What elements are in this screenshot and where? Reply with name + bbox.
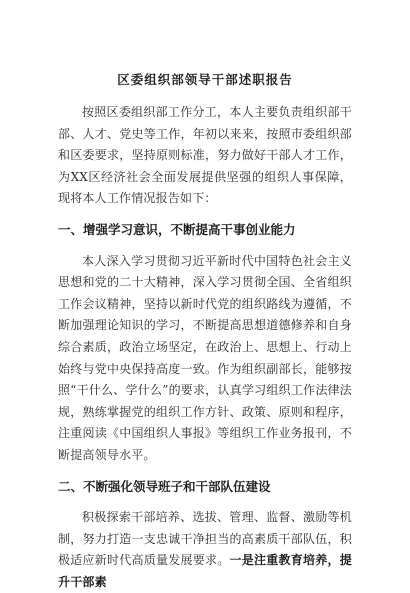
section-2-paragraph — [58, 507, 352, 593]
section-2-text: 积极探索干部培养、选拔、管理、监督、激励等机制，努力打造一支忠诚干净担当的高素质干部队伍，积极适应新时代高质量发展要求。 — [58, 510, 352, 568]
section-1-heading: 一、增强学习意识，不断提高干事创业能力 — [58, 221, 296, 237]
intro-paragraph: 按照区委组织部工作分工，本人主要负责组织部干部、人才、党史等工作，年初以来来，按照市委组织部和区委要求，坚持原则标准，努力做好干部人才工作，为XX区经济社会全面发展提供坚强的组织人事保障，现将本人工作情况报告如下： — [58, 105, 352, 206]
section-1-paragraph: 本人深入学习贯彻习近平新时代中国特色社会主义思想和党的二十大精神，深入学习贯彻全国、全省组织工作会议精神，坚持以新时代党的组织路线为遵循，不断加强理论知识的学习，不断提高思想道德修养和自身综合素质，政治立场坚定，在政治上、思想上、行动上始终与党中央保持高度一致。作为组织副部长，能够按照“干什么、学什么”的要求，认真学习组织工作法律法规，熟练掌握党的组织工作方针、政策、原则和程序，注重阅读《中国组织人事报》等组织工作业务报刊，不断提高领导水平。 — [58, 253, 352, 462]
document-title: 区委组织部领导干部述职报告 — [117, 72, 293, 87]
section-2-bold-text: 一是注重教育培养，提升干部素 — [58, 553, 352, 589]
section-2-heading: 二、不断强化领导班子和干部队伍建设 — [58, 478, 271, 494]
